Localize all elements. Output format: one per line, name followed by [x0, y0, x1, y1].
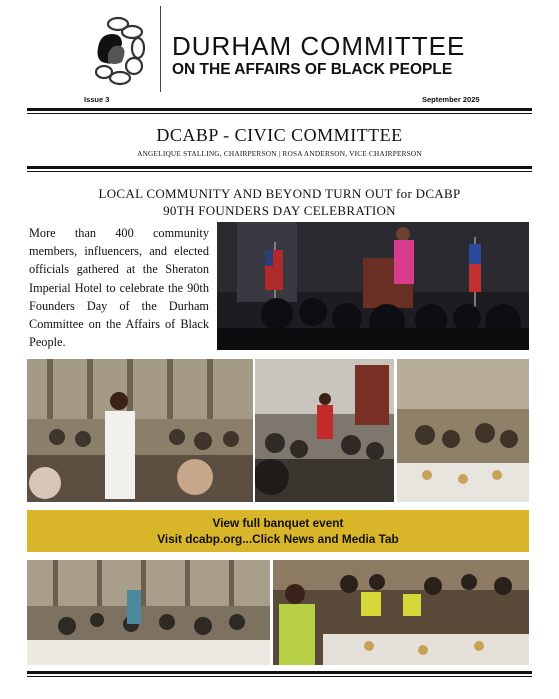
photo-banquet-hall — [27, 560, 270, 665]
photo-banquet-woman-white — [27, 359, 253, 502]
org-subtitle: ON THE AFFAIRS OF BLACK PEOPLE — [172, 61, 453, 78]
section-rule-thick — [27, 166, 532, 169]
article-headline — [0, 185, 559, 219]
photo-speaker-podium — [217, 222, 529, 350]
header-rule-thin — [27, 113, 532, 114]
logo — [88, 10, 150, 88]
article-body: More than 400 community members, influencers, and elected officials gathered at the Sheraton Imperial Hotel to celebrate the 90th Founders Day of the Durham Committee on the Affairs of Black People. — [29, 226, 209, 350]
photo-banquet-guests — [273, 560, 529, 665]
footer-rule-thin — [27, 676, 532, 677]
photo-banquet-crowd — [255, 359, 394, 502]
header-rule-top — [27, 108, 532, 111]
footer-rule-thick — [27, 671, 532, 674]
header-divider — [160, 6, 161, 92]
headline-line1: LOCAL COMMUNITY AND BEYOND TURN OUT for DCABP — [98, 186, 461, 201]
banner-line1: View full banquet event — [212, 516, 344, 530]
issue-date: September 2025 — [422, 95, 480, 104]
headline-line2: 90TH FOUNDERS DAY CELEBRATION — [163, 203, 396, 218]
section-subtitle: ANGELIQUE STALLING, CHAIRPERSON | ROSA ANDERSON, VICE CHAIRPERSON — [137, 149, 422, 158]
photo-banquet-tables — [397, 359, 529, 502]
section-rule-thin — [27, 171, 532, 172]
chain-link-faces-logo-icon — [88, 10, 150, 88]
section-title: DCABP - CIVIC COMMITTEE — [156, 125, 403, 145]
issue-number: Issue 3 — [84, 95, 110, 104]
banquet-link-banner[interactable] — [27, 510, 529, 552]
org-title: DURHAM COMMITTEE — [172, 31, 466, 61]
banner-line2: Visit dcabp.org...Click News and Media Tab — [157, 532, 399, 546]
